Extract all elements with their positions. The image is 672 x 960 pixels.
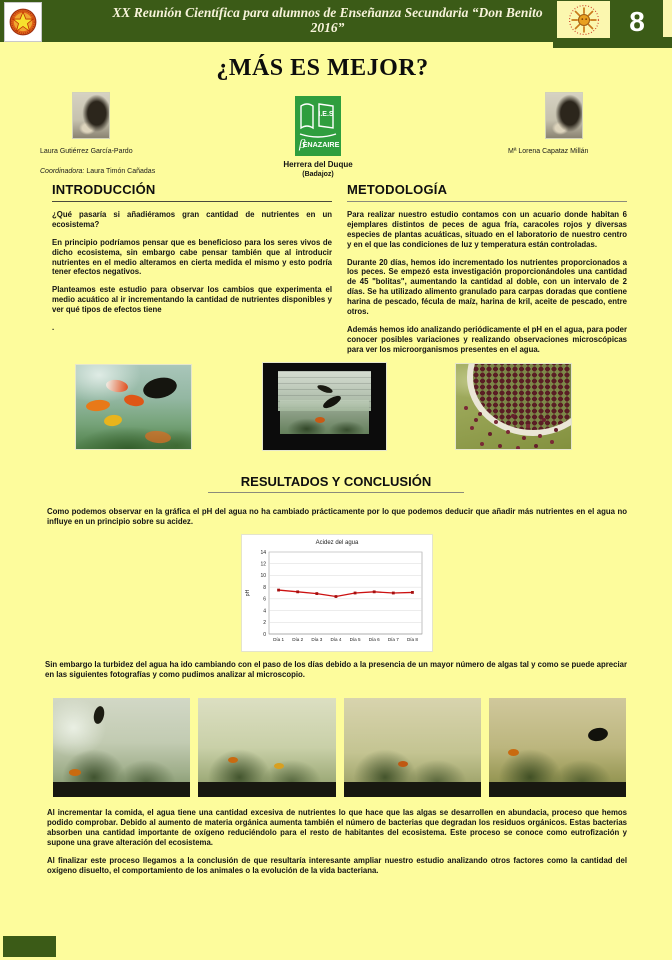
section-introduction (52, 182, 332, 333)
school-town: Herrera del Duque (283, 160, 353, 169)
methodology-underline (347, 201, 627, 202)
ies-logo-text: I.E.S (318, 111, 334, 118)
orange-fish-silhouette (315, 417, 325, 423)
orange-fish-silhouette (228, 757, 238, 763)
intro-paragraph-4: . (52, 323, 55, 333)
svg-text:Día 5: Día 5 (349, 637, 361, 642)
photo-tank-day-mid2 (344, 698, 481, 797)
svg-text:0: 0 (263, 631, 266, 638)
svg-text:Acidez del agua: Acidez del agua (315, 540, 359, 546)
page-number: 8 (629, 6, 645, 37)
school-sun-logo (557, 1, 610, 38)
svg-text:Día 6: Día 6 (368, 637, 380, 642)
results-paragraph-4: Al finalizar este proceso llegamos a la conclusión de que resultaría interesante ampliar nuestro estudio analizando otros factores como la cantidad del oxígeno disuelto, el comportamiento de los animales o la evolución de la vida bacteriana. (47, 856, 627, 876)
introduction-underline (52, 201, 332, 202)
ph-chart-svg (242, 535, 432, 651)
svg-text:pH: pH (245, 589, 251, 597)
black-fish-silhouette (587, 726, 609, 742)
red-white-fish (105, 379, 128, 394)
footer-green-block (3, 936, 56, 957)
methodology-heading: METODOLOGÍA (347, 182, 448, 197)
orange-fish-silhouette (69, 769, 81, 776)
intro-paragraph-1: ¿Qué pasaría si añadiéramos gran cantidad de nutrientes en un ecosistema? (52, 209, 332, 229)
coordinator-label: Coordinadora: (40, 168, 85, 175)
photo-fish-food-pellets (455, 363, 572, 450)
svg-text:10: 10 (260, 573, 266, 580)
results-paragraph-3: Al incrementar la comida, el agua tiene una cantidad excesiva de nutrientes lo que hace que las algas se desarrollen en abundacia, proceso que hemos podido comprobar. Debido al aumento de materia orgánica aumenta también el número de bacterias que degradan los residuos orgánicos. Estas bacterias absorben una cantidad importante de oxígeno reduciéndolo para el resto de habitantes del ecosistema. Este proceso se conoce como eutrofización y supone una grave alteración del ecosistema. (47, 808, 627, 848)
banner-corner-strip (663, 0, 672, 37)
yellow-fish-silhouette (274, 763, 284, 769)
ph-chart (242, 535, 432, 651)
orange-fish-silhouette (508, 749, 519, 756)
svg-text:Día 4: Día 4 (330, 637, 342, 642)
photo-tank-day-late (489, 698, 626, 797)
svg-text:Día 7: Día 7 (387, 637, 399, 642)
svg-text:Día 2: Día 2 (292, 637, 304, 642)
author-name-right: Mª Lorena Capataz Millán (508, 148, 589, 155)
results-heading: RESULTADOS Y CONCLUSIÓN (240, 474, 432, 489)
blurred-fish (145, 429, 172, 443)
results-paragraph-2: Sin embargo la turbidez del agua ha ido cambiando con el paso de los días debido a la presencia de un mayor número de algas tal y como se puede apreciar en las siguientes fotografías y como pudimos analizar al microscopio. (45, 660, 627, 680)
orange-fish (86, 399, 111, 412)
banner-title: XX Reunión Científica para alumnos de Enseñanza Secundaria “Don Benito 2016” (112, 5, 543, 35)
food-bowl (467, 363, 572, 436)
section-methodology (347, 182, 627, 355)
method-paragraph-1: Para realizar nuestro estudio contamos con un acuario donde habitan 6 ejemplares distintos de peces de agua fría, caracoles rojos y diversas especies de plantas acuáticas, situado en el laboratorio de nuestro centro y en el que las condiciones de luz y temperatura están controladas. (347, 209, 627, 249)
photo-tank-day-mid1 (198, 698, 335, 797)
intro-paragraph-3: Planteamos este estudio para observar los cambios que experimenta el medio acuático al ir incrementando la cantidad de nutrientes disponibles y ver qué tipos de efectos tiene (52, 285, 332, 315)
results-paragraph-1: Como podemos observar en la gráfica el pH del agua no ha cambiado prácticamente por lo que podemos deducir que añadir más nutrientes en el agua no influye en un principio sobre su acidez. (47, 507, 627, 527)
intro-paragraph-2: En principio podríamos pensar que es beneficioso para los seres vivos de dicho ecosistema, sin embargo cabe pensar también que al introducir nutrientes en el medio alteramos en cierta medida el mismo y esto podría tener efectos negativos. (52, 237, 332, 277)
introduction-heading: INTRODUCCIÓN (52, 182, 156, 197)
star-seal-icon (7, 5, 39, 39)
method-paragraph-3: Además hemos ido analizando periódicamente el pH en el agua, para poder conocer posibles variaciones y realizando observaciones microscópicas para ver los microorganismos presentes en el agua. (347, 325, 627, 355)
photo-goldfish-aquarium (75, 364, 192, 450)
poster-title: ¿MÁS ES MEJOR? (216, 55, 429, 81)
benazaire-b: β (299, 136, 306, 151)
svg-text:Día 1: Día 1 (273, 637, 285, 642)
svg-text:12: 12 (260, 561, 266, 568)
school-province: (Badajoz) (302, 171, 334, 178)
svg-text:14: 14 (260, 549, 266, 556)
svg-text:8: 8 (263, 584, 266, 591)
benazaire-text: ENAZAIRE (302, 140, 340, 149)
photo-tank-day-early (53, 698, 190, 797)
sun-icon (567, 3, 601, 37)
svg-text:6: 6 (263, 596, 266, 603)
photo-aquarium-lab (262, 362, 387, 451)
red-fish (123, 394, 145, 408)
author-photo-right (545, 92, 583, 139)
svg-text:Día 8: Día 8 (406, 637, 418, 642)
author-photo-left (72, 92, 110, 139)
svg-text:2: 2 (263, 620, 266, 627)
author-name-left: Laura Gutiérrez García-Pardo (40, 148, 133, 155)
method-paragraph-2: Durante 20 días, hemos ido incrementado los nutrientes proporcionados a los peces. Se empezó esta investigación proporcionándoles una cantidad de 45 "bolitas", aumentando la cantidad al doble, con un intervalo de 2 días. Se ha utilizado alimento granulado para carpas doradas que contiene harina de pescado, fécula de maíz, harina de kril, aceite de pescado, entre otros. (347, 257, 627, 317)
orange-fish-silhouette (398, 761, 408, 767)
results-underline (208, 492, 464, 493)
black-fish (141, 375, 178, 402)
yellow-fish (103, 414, 122, 427)
ies-benazaire-logo (295, 96, 341, 156)
ies-logo-icon (295, 96, 341, 156)
turbidity-photo-strip (53, 698, 626, 797)
svg-text:4: 4 (263, 608, 266, 615)
svg-text:Día 3: Día 3 (311, 637, 323, 642)
fish-silhouette (92, 705, 106, 725)
coordinator-name: Laura Timón Cañadas (86, 168, 156, 175)
event-seal-logo (4, 2, 42, 42)
coordinator-line (40, 168, 155, 175)
scattered-pellets (464, 406, 468, 410)
